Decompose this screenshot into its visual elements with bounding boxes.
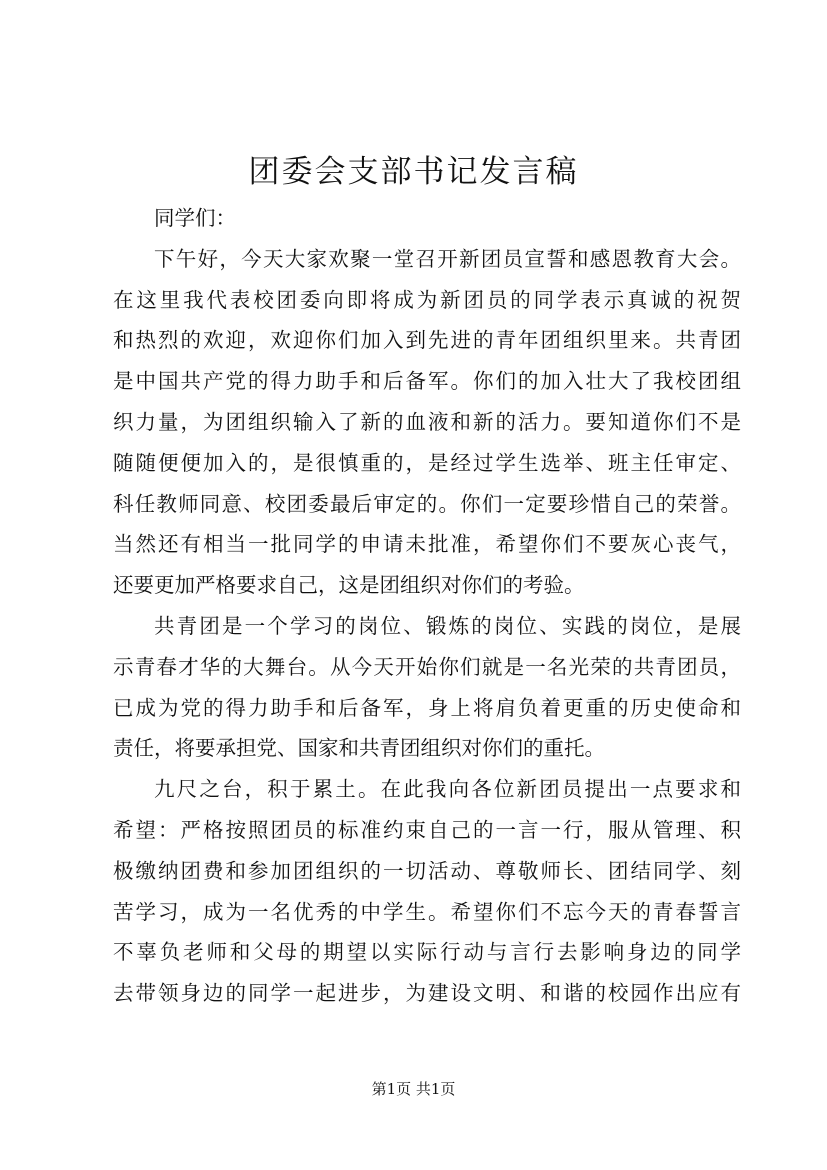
text-line: 苦学习，成为一名优秀的中学生。希望你们不忘今天的青春誓言	[113, 899, 741, 924]
text-line: 随随便便加入的，是很慎重的，是经过学生选举、班主任审定、	[113, 450, 741, 475]
text-line: 和热烈的欢迎，欢迎你们加入到先进的青年团组织里来。共青团	[113, 328, 741, 353]
text-line: 同学们：	[154, 206, 236, 230]
text-line: 在这里我代表校团委向即将成为新团员的同学表示真诚的祝贺	[113, 287, 741, 312]
text-line: 共青团是一个学习的岗位、锻炼的岗位、实践的岗位，是展	[154, 613, 741, 638]
text-line: 示青春才华的大舞台。从今天开始你们就是一名光荣的共青团员，	[113, 654, 741, 679]
document-body	[113, 198, 741, 1014]
page-footer: 第1页 共1页	[371, 1080, 456, 1098]
document-title: 团委会支部书记发言稿	[248, 154, 579, 190]
text-line: 去带领身边的同学一起进步，为建设文明、和谐的校园作出应有	[113, 981, 741, 1006]
text-line: 下午好，今天大家欢聚一堂召开新团员宣誓和感恩教育大会。	[154, 246, 741, 271]
text-line: 责任，将要承担党、国家和共青团组织对你们的重托。	[113, 736, 605, 761]
text-line: 不辜负老师和父母的期望以实际行动与言行去影响身边的同学	[113, 940, 741, 965]
text-line: 极缴纳团费和参加团组织的一切活动、尊敬师长、团结同学、刻	[113, 858, 741, 883]
text-line: 科任教师同意、校团委最后审定的。你们一定要珍惜自己的荣誉。	[113, 491, 741, 516]
text-line: 是中国共产党的得力助手和后备军。你们的加入壮大了我校团组	[113, 369, 741, 394]
text-line: 还要更加严格要求自己，这是团组织对你们的考验。	[113, 573, 585, 598]
text-line: 当然还有相当一批同学的申请未批准，希望你们不要灰心丧气，	[113, 532, 741, 557]
text-line: 九尺之台，积于累土。在此我向各位新团员提出一点要求和	[154, 777, 741, 802]
text-line: 希望：严格按照团员的标准约束自己的一言一行，服从管理、积	[113, 817, 741, 842]
text-line: 织力量，为团组织输入了新的血液和新的活力。要知道你们不是	[113, 409, 741, 434]
text-line: 已成为党的得力助手和后备军，身上将肩负着更重的历史使命和	[113, 695, 741, 720]
